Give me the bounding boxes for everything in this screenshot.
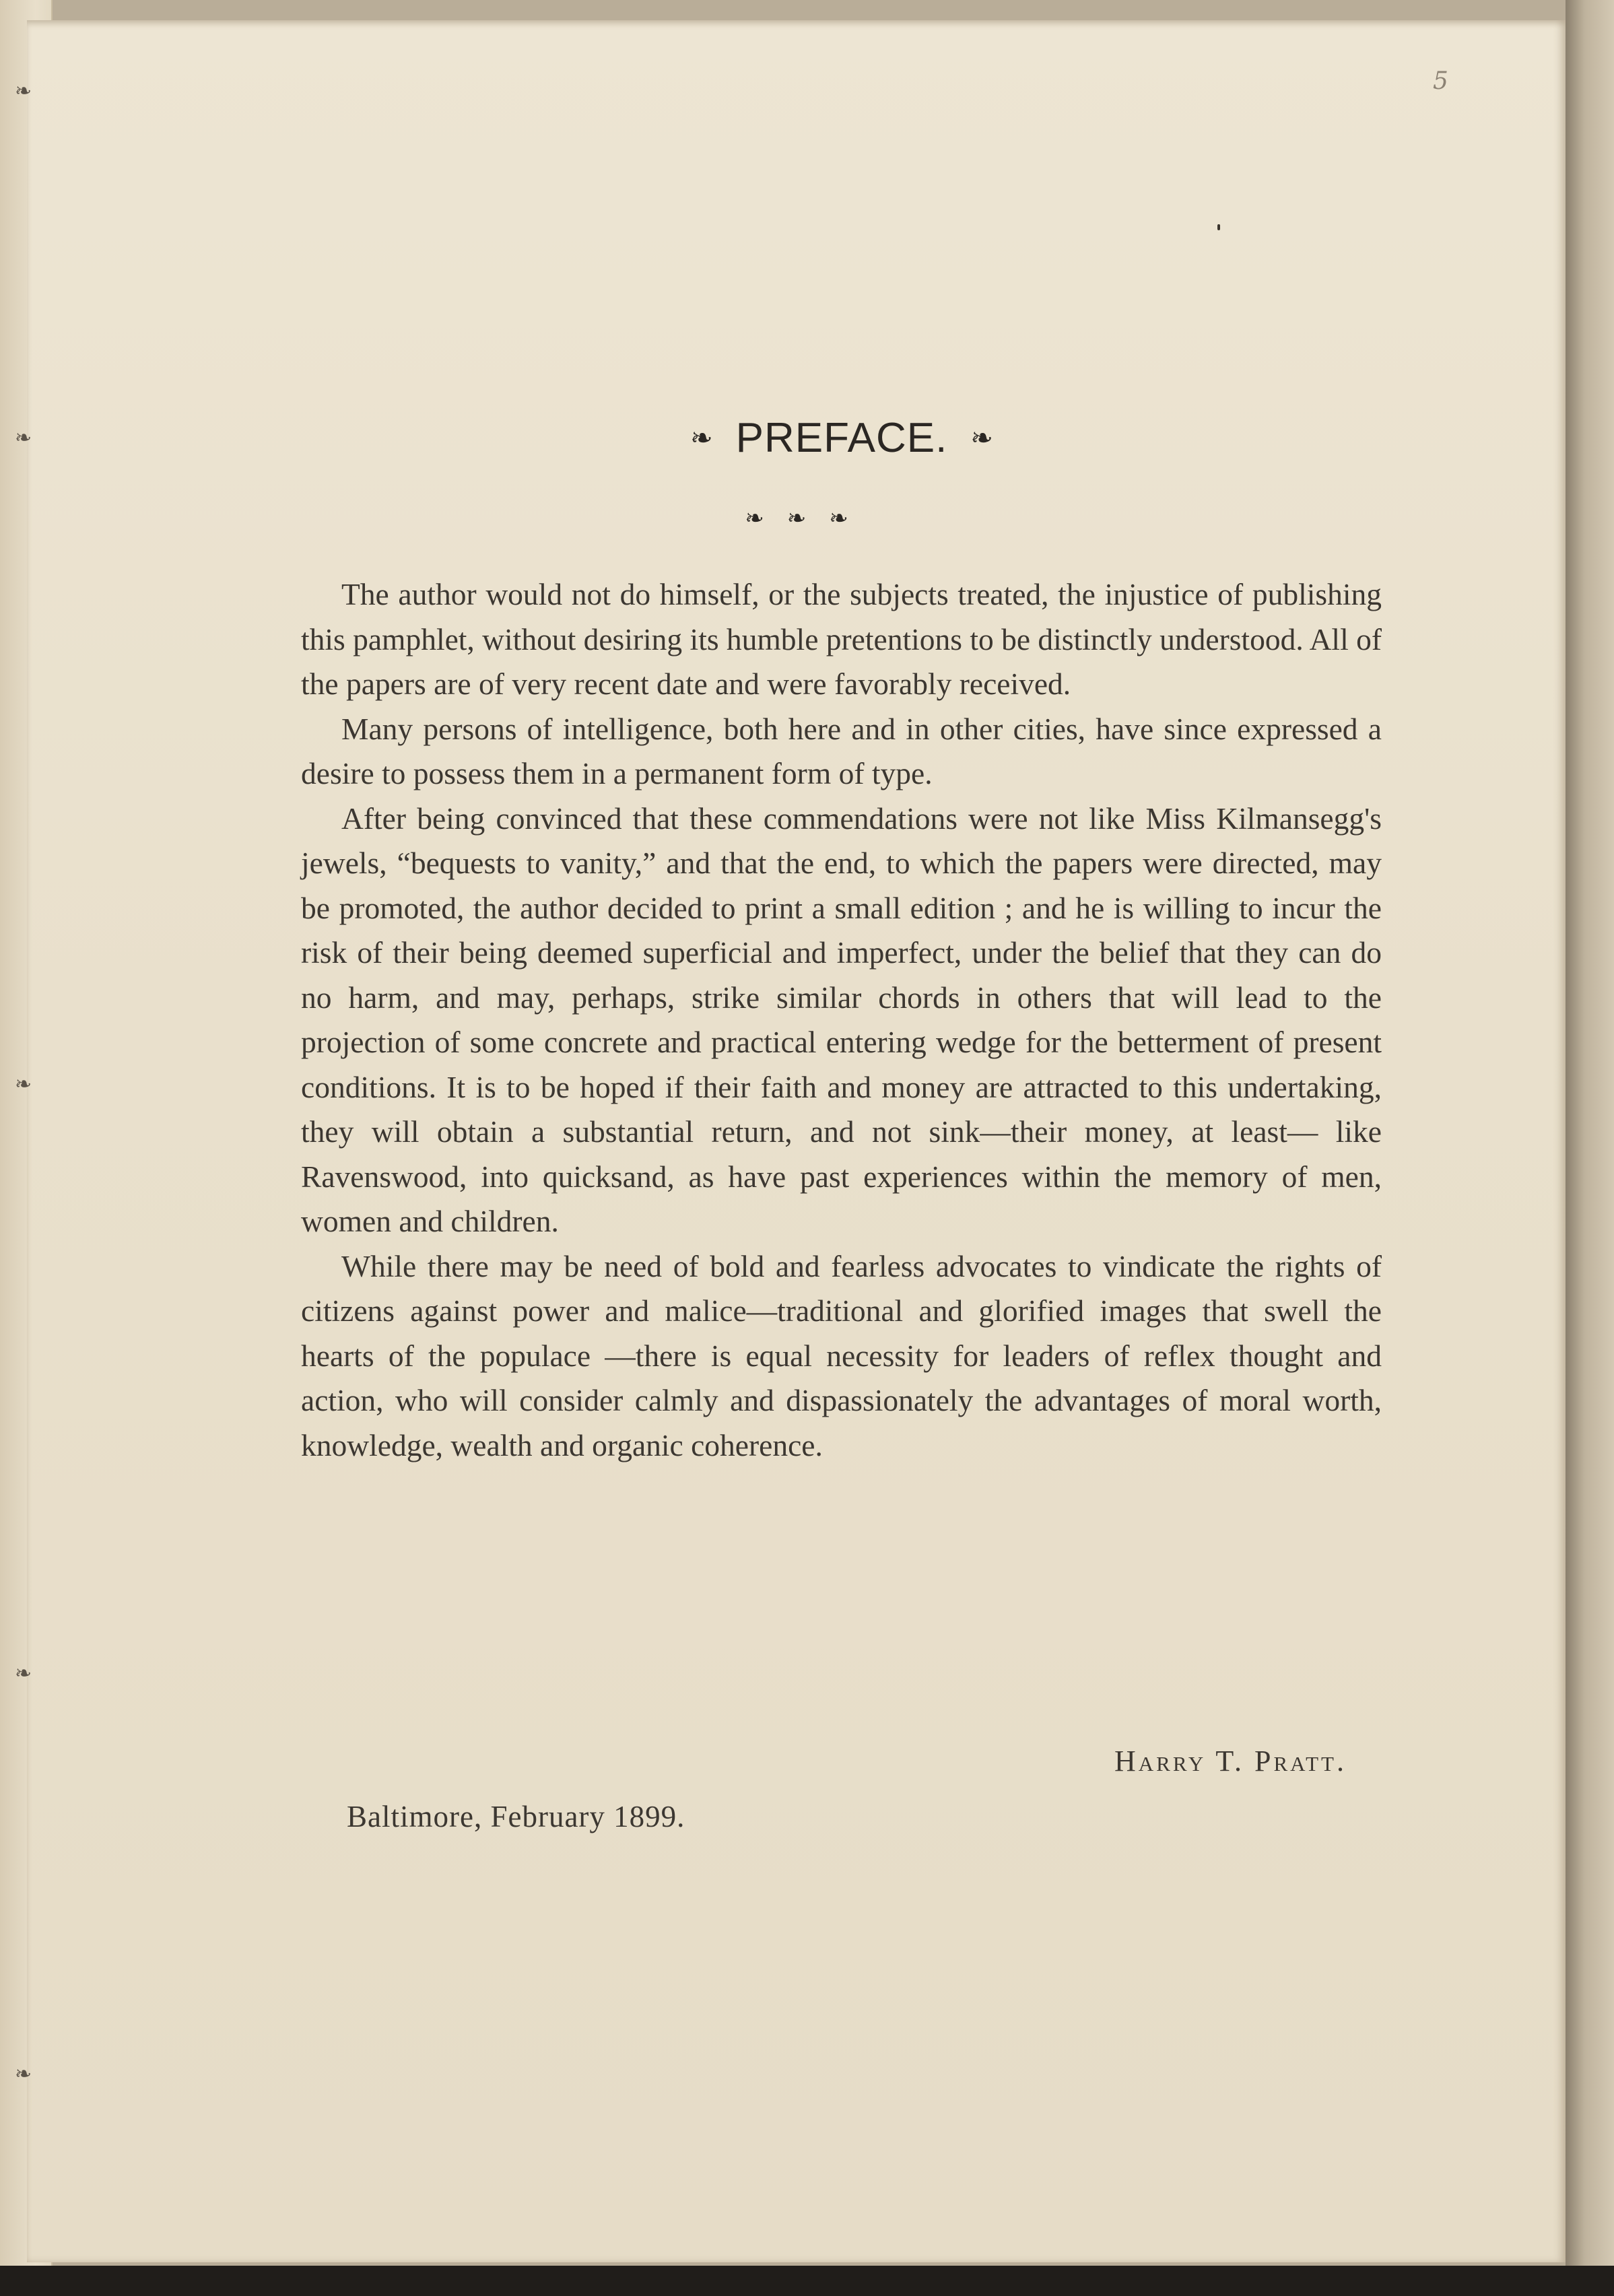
paragraph: After being convinced that these commendations were not like Miss Kilmansegg's jewels, “bequests to vanity,” and that the end, to which the papers were directed, may be promoted, the author decided to print a small edition ; and he is willing to incur the risk of their being deemed superficial and imperfect, under the belief that they can do no harm, and may, perhaps, strike similar chords in others that will lead to the projection of some concrete and practical entering wedge for the betterment of present conditions. It is to be hoped if their faith and money are attracted to this undertaking, they will obtain a substantial return, and not sink—their money, at least— like Ravenswood, into quicksand, as have past experiences within the memory of men, women and children.: [301, 801, 1382, 1238]
paragraph: The author would not do himself, or the subjects treated, the injustice of publishing this pamphlet, without desiring its humble pretentions to be distinctly understood. All of the papers are of very recent date and were favorably received.: [301, 577, 1382, 701]
dateline: Baltimore, February 1899.: [347, 1800, 685, 1833]
ink-speck: [1217, 224, 1220, 230]
stitch-mark-icon: ❧: [15, 79, 32, 103]
page-number: 5: [1433, 67, 1448, 95]
paragraph: Many persons of intelligence, both here and in other cities, have since expressed a desire to possess them in a permanent form of type.: [301, 711, 1382, 790]
ornament-divider: ❧❧❧: [745, 505, 871, 532]
stitch-mark-icon: ❧: [15, 426, 32, 450]
preface-body: [301, 572, 1382, 1468]
stitch-mark-icon: ❧: [15, 1662, 32, 1685]
fleuron-icon: ❧: [690, 422, 713, 454]
author-signature: Harry T. Pratt.: [1114, 1745, 1347, 1778]
paragraph: While there may be need of bold and fearless advocates to vindicate the rights of citizens against power and malice—traditional and glorified images that swell the hearts of the populace —there is equal necessity for leaders of reflex thought and action, who will consider calmly and dispassionately the advantages of moral worth, knowledge, wealth and organic coherence.: [301, 1248, 1382, 1462]
title-row: [606, 414, 1077, 475]
stitch-mark-icon: ❧: [15, 1073, 32, 1096]
scan-bottom-edge: [0, 2266, 1614, 2296]
right-page-shadow: [1566, 0, 1614, 2296]
stitch-mark-icon: ❧: [15, 2062, 32, 2086]
page-title: PREFACE.: [735, 415, 948, 461]
fleuron-icon: ❧: [970, 422, 993, 454]
